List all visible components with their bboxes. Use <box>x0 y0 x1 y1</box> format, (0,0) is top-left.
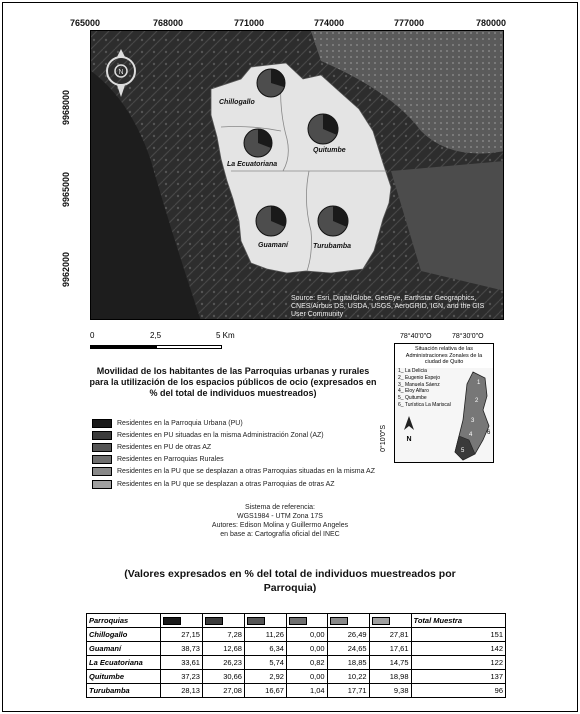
satellite-map <box>90 30 504 320</box>
inset-zone: 2_ Eugenio Espejo <box>398 374 440 381</box>
legend-item <box>92 454 412 466</box>
table-cell: 10,22 <box>327 670 369 684</box>
parish-name-cell: Guamaní <box>87 642 161 656</box>
data-table <box>86 613 506 698</box>
table-cell: 1,04 <box>286 684 327 698</box>
legend-item <box>92 466 412 478</box>
svg-text:3: 3 <box>471 418 475 424</box>
table-cell: 0,00 <box>286 628 327 642</box>
inset-zone: 4_ Eloy Alfaro <box>398 388 429 395</box>
northing-label: 9965000 <box>61 172 71 208</box>
inset-north-label: N <box>406 436 412 443</box>
table-cell: 27,81 <box>369 628 411 642</box>
table-cell: 5,74 <box>244 656 286 670</box>
legend-label: Residentes en la PU que se desplazan a otras Parroquias situadas en la misma AZ <box>117 468 375 476</box>
northing-label: 9962000 <box>61 252 71 288</box>
svg-text:1: 1 <box>477 380 481 386</box>
scale-segment <box>156 345 222 349</box>
table-cell: 16,67 <box>244 684 286 698</box>
svg-text:5: 5 <box>461 448 465 454</box>
svg-text:2: 2 <box>475 398 479 404</box>
inset-title: Situación relativa de las Administraciones Zonales de la ciudad de Quito <box>395 344 493 368</box>
legend-title: Movilidad de los habitantes de las Parroquias urbanas y rurales para la utilización de los espacios públicos de ocio (expresados en % del total de individuos muestreados) <box>89 366 377 398</box>
parish-label: Chillogallo <box>219 99 255 106</box>
table-cell: 27,15 <box>161 628 203 642</box>
table-header-swatch <box>202 614 244 628</box>
svg-text:6: 6 <box>487 430 491 436</box>
scale-tick-label: 5 Km <box>216 331 235 340</box>
scale-segment <box>90 345 156 349</box>
table-cell: 24,65 <box>327 642 369 656</box>
legend-swatch <box>92 467 112 476</box>
table-cell: 30,66 <box>202 670 244 684</box>
total-cell: 137 <box>411 670 505 684</box>
table-row <box>87 628 506 642</box>
inset-lat-label: 0°10'0"S <box>380 425 387 452</box>
inset-zones-shape <box>433 370 493 462</box>
map-references <box>180 503 380 539</box>
parish-name-cell: La Ecuatoriana <box>87 656 161 670</box>
scale-tick-label: 2,5 <box>150 331 162 340</box>
table-cell: 12,68 <box>202 642 244 656</box>
inset-lon-label: 78°30'0"O <box>452 333 484 340</box>
legend <box>92 417 412 490</box>
table-cell: 11,26 <box>244 628 286 642</box>
svg-text:4: 4 <box>469 432 473 438</box>
legend-label: Residentes en PU situadas en la misma Administración Zonal (AZ) <box>117 431 324 439</box>
parish-name-cell: Quitumbe <box>87 670 161 684</box>
table-header: Total Muestra <box>411 614 505 628</box>
inset-zone: 1_ La Delicia <box>398 368 427 374</box>
table-row <box>87 684 506 698</box>
table-header-swatch <box>327 614 369 628</box>
legend-label: Residentes en la PU que se desplazan a otras Parroquias de otras AZ <box>117 480 335 488</box>
inset-zone: 3_ Manuela Sáenz <box>398 381 440 388</box>
table-header: Parroquias <box>87 614 161 628</box>
northing-label: 9968000 <box>61 90 71 126</box>
legend-swatch <box>92 455 112 464</box>
map-attribution: Source: Esri, DigitalGlobe, GeoEye, Earthstar Geographics, CNES/Airbus DS, USDA, USGS, AeroGRID, IGN, and the GIS User Community <box>291 295 485 318</box>
table-cell: 0,00 <box>286 642 327 656</box>
table-cell: 33,61 <box>161 656 203 670</box>
table-cell: 6,34 <box>244 642 286 656</box>
inset-zone: 6_ Turística La Mariscal <box>398 401 451 408</box>
table-header-swatch <box>286 614 327 628</box>
table-row <box>87 642 506 656</box>
legend-swatch <box>92 443 112 452</box>
parish-name-cell: Chillogallo <box>87 628 161 642</box>
easting-label: 768000 <box>153 18 184 28</box>
svg-text:N: N <box>118 69 124 76</box>
table-cell: 7,28 <box>202 628 244 642</box>
easting-label: 774000 <box>314 18 345 28</box>
table-cell: 2,92 <box>244 670 286 684</box>
pie-la-ecuatoriana <box>244 129 272 157</box>
parish-label: Turubamba <box>313 243 351 250</box>
table-cell: 0,00 <box>286 670 327 684</box>
table-header-swatch <box>369 614 411 628</box>
scale-tick-label: 0 <box>90 331 95 340</box>
table-cell: 14,75 <box>369 656 411 670</box>
pie-chillogallo <box>257 69 285 97</box>
pie-turubamba <box>318 206 348 236</box>
legend-item <box>92 429 412 441</box>
legend-label: Residentes en la Parroquia Urbana (PU) <box>117 419 243 427</box>
inset-map <box>380 333 494 463</box>
inset-zone: 5_ Quitumbe <box>398 395 427 402</box>
table-cell: 9,38 <box>369 684 411 698</box>
map-canvas <box>91 31 504 320</box>
total-cell: 96 <box>411 684 505 698</box>
parish-label: Guamaní <box>258 242 288 249</box>
pie-quitumbe <box>308 114 338 144</box>
total-cell: 122 <box>411 656 505 670</box>
table-cell: 26,49 <box>327 628 369 642</box>
inset-north-icon <box>403 416 415 443</box>
table-header-swatch <box>244 614 286 628</box>
total-cell: 142 <box>411 642 505 656</box>
table-cell: 38,73 <box>161 642 203 656</box>
table-cell: 0,82 <box>286 656 327 670</box>
table-cell: 18,85 <box>327 656 369 670</box>
reference-line: Autores: Edison Molina y Guillermo Angeles <box>211 522 349 529</box>
table-row <box>87 656 506 670</box>
legend-item <box>92 441 412 453</box>
inset-lon-label: 78°40'0"O <box>400 333 432 340</box>
reference-line: Sistema de referencia: <box>244 504 316 511</box>
parish-name-cell: Turubamba <box>87 684 161 698</box>
legend-item <box>92 417 412 429</box>
easting-label: 777000 <box>394 18 425 28</box>
table-header-swatch <box>161 614 203 628</box>
table-cell: 37,23 <box>161 670 203 684</box>
reference-line: WGS1984 - UTM Zona 17S <box>237 513 323 520</box>
table-cell: 27,08 <box>202 684 244 698</box>
table-row <box>87 670 506 684</box>
table-title: (Valores expresados en % del total de individuos muestreados por Parroquia) <box>124 568 456 594</box>
easting-label: 780000 <box>476 18 507 28</box>
table-cell: 28,13 <box>161 684 203 698</box>
table-cell: 17,61 <box>369 642 411 656</box>
legend-label: Residentes en PU de otras AZ <box>117 443 212 451</box>
pie-guamani <box>256 206 286 236</box>
table-cell: 26,23 <box>202 656 244 670</box>
table-cell: 18,98 <box>369 670 411 684</box>
table-cell: 17,71 <box>327 684 369 698</box>
legend-label: Residentes en Parroquias Rurales <box>117 456 224 464</box>
parish-label: La Ecuatoriana <box>227 161 278 168</box>
easting-label: 765000 <box>70 18 101 28</box>
scale-bar <box>90 333 290 355</box>
legend-swatch <box>92 419 112 428</box>
reference-line: en base a: Cartografía oficial del INEC <box>220 531 340 538</box>
parish-label: Quitumbe <box>313 147 346 154</box>
legend-swatch <box>92 431 112 440</box>
easting-label: 771000 <box>234 18 265 28</box>
table-header-row <box>87 614 506 628</box>
legend-swatch <box>92 480 112 489</box>
inset-frame <box>394 343 494 463</box>
legend-item <box>92 478 412 490</box>
total-cell: 151 <box>411 628 505 642</box>
